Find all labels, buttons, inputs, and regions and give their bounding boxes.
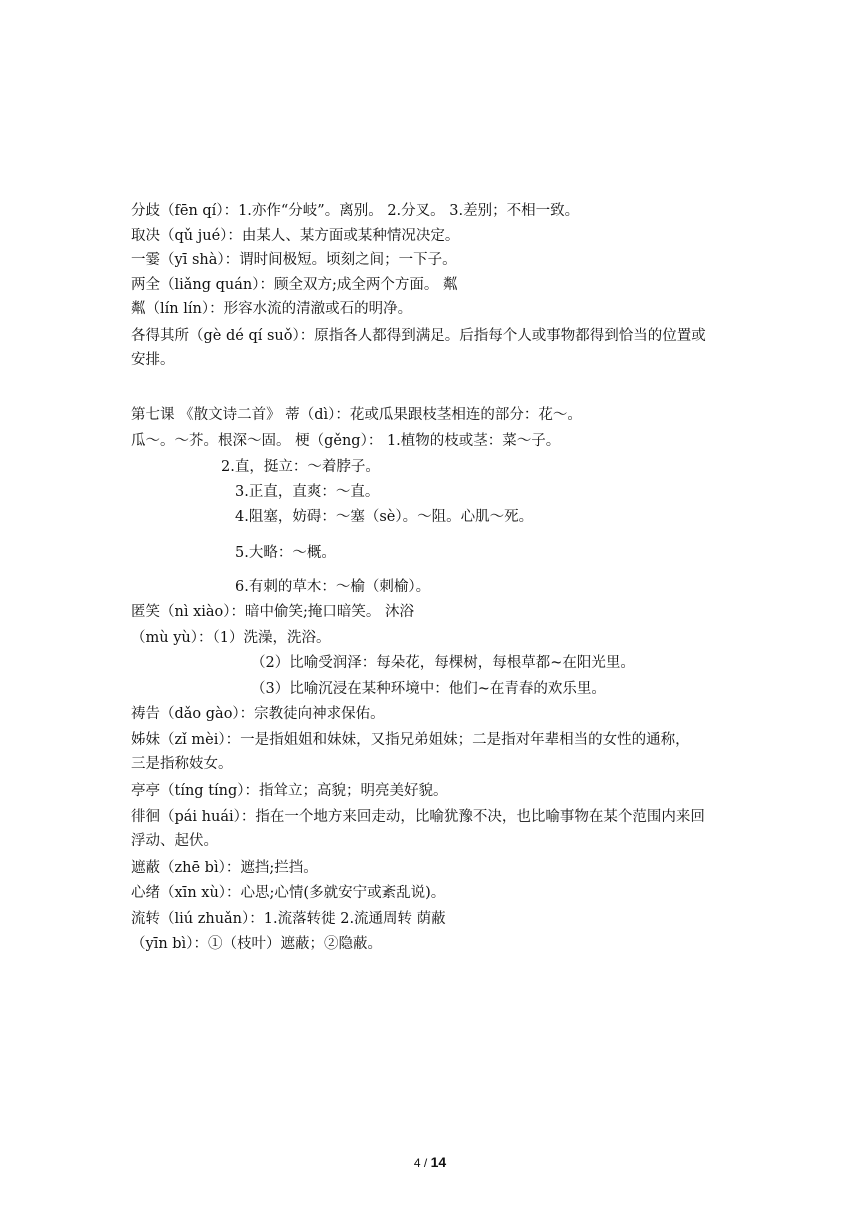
text-line: 安排。 (131, 352, 175, 368)
text-line: 徘徊（pái huái）：指在一个地方来回走动，比喻犹豫不决，也比喻事物在某个范围内来回 (131, 809, 705, 825)
text-line: 瓜～。～芥。根深～固。 梗（gěng）： 1.植物的枝或茎：菜～子。 (131, 433, 561, 449)
text-line: 3.正直，直爽：～直。 (235, 484, 380, 500)
text-line: 匿笑（nì xiào）：暗中偷笑;掩口暗笑。 沐浴 (131, 604, 415, 620)
text-line: 姊妹（zǐ mèi）：一是指姐姐和妹妹，又指兄弟姐妹；二是指对年辈相当的女性的通称， (131, 732, 690, 748)
text-line: 6.有刺的草木：～榆（刺榆）。 (235, 579, 431, 595)
text-line: 心绪（xīn xù）：心思;心情(多就安宁或紊乱说)。 (131, 885, 446, 901)
page-separator: / (420, 1156, 431, 1170)
current-page: 4 (413, 1156, 421, 1170)
text-line: 粼（lín lín）：形容水流的清澈或石的明净。 (131, 301, 413, 317)
text-line: 分歧（fēn qí）：1.亦作“分岐”。离别。 2.分叉。 3.差别；不相一致。 (131, 203, 580, 219)
text-line: 2.直，挺立：～着脖子。 (221, 459, 380, 475)
text-line: 各得其所（gè dé qí suǒ）：原指各人都得到满足。后指每个人或事物都得到恰当的位置或 (131, 328, 706, 344)
text-line: 祷告（dǎo gào）：宗教徒向神求保佑。 (131, 706, 385, 722)
text-line: 三是指称妓女。 (131, 756, 233, 772)
text-line: 4.阻塞，妨碍：～塞（sè）。～阻。心肌～死。 (235, 509, 534, 525)
text-line: 浮动、起伏。 (131, 833, 218, 849)
text-line: 亭亭（tíng tíng）：指耸立；高貌；明亮美好貌。 (131, 783, 448, 799)
text-line: （2）比喻受润泽：每朵花，每棵树，每根草都~在阳光里。 (251, 655, 635, 671)
text-line: 5.大略：～概。 (235, 545, 336, 561)
text-line: （3）比喻沉浸在某种环境中：他们~在青春的欢乐里。 (251, 681, 606, 697)
page-number (0, 1154, 860, 1170)
lesson-heading-line: 第七课 《散文诗二首》 蒂（dì）：花或瓜果跟枝茎相连的部分：花～。 (131, 407, 582, 423)
text-line: （yīn bì）：①（枝叶）遮蔽；②隐蔽。 (131, 936, 382, 952)
total-pages: 14 (430, 1154, 447, 1170)
text-line: 一霎（yī shà）：谓时间极短。顷刻之间；一下子。 (131, 252, 457, 268)
text-line: 两全（liǎng quán）：顾全双方;成全两个方面。 粼 (131, 277, 458, 293)
text-line: 流转（liú zhuǎn）：1.流落转徙 2.流通周转 荫蔽 (131, 911, 446, 927)
text-line: 遮蔽（zhē bì）：遮挡;拦挡。 (131, 860, 318, 876)
text-line: 取决（qǔ jué）：由某人、某方面或某种情况决定。 (131, 228, 460, 244)
text-line: （mù yù）：（1）洗澡，洗浴。 (131, 630, 331, 646)
